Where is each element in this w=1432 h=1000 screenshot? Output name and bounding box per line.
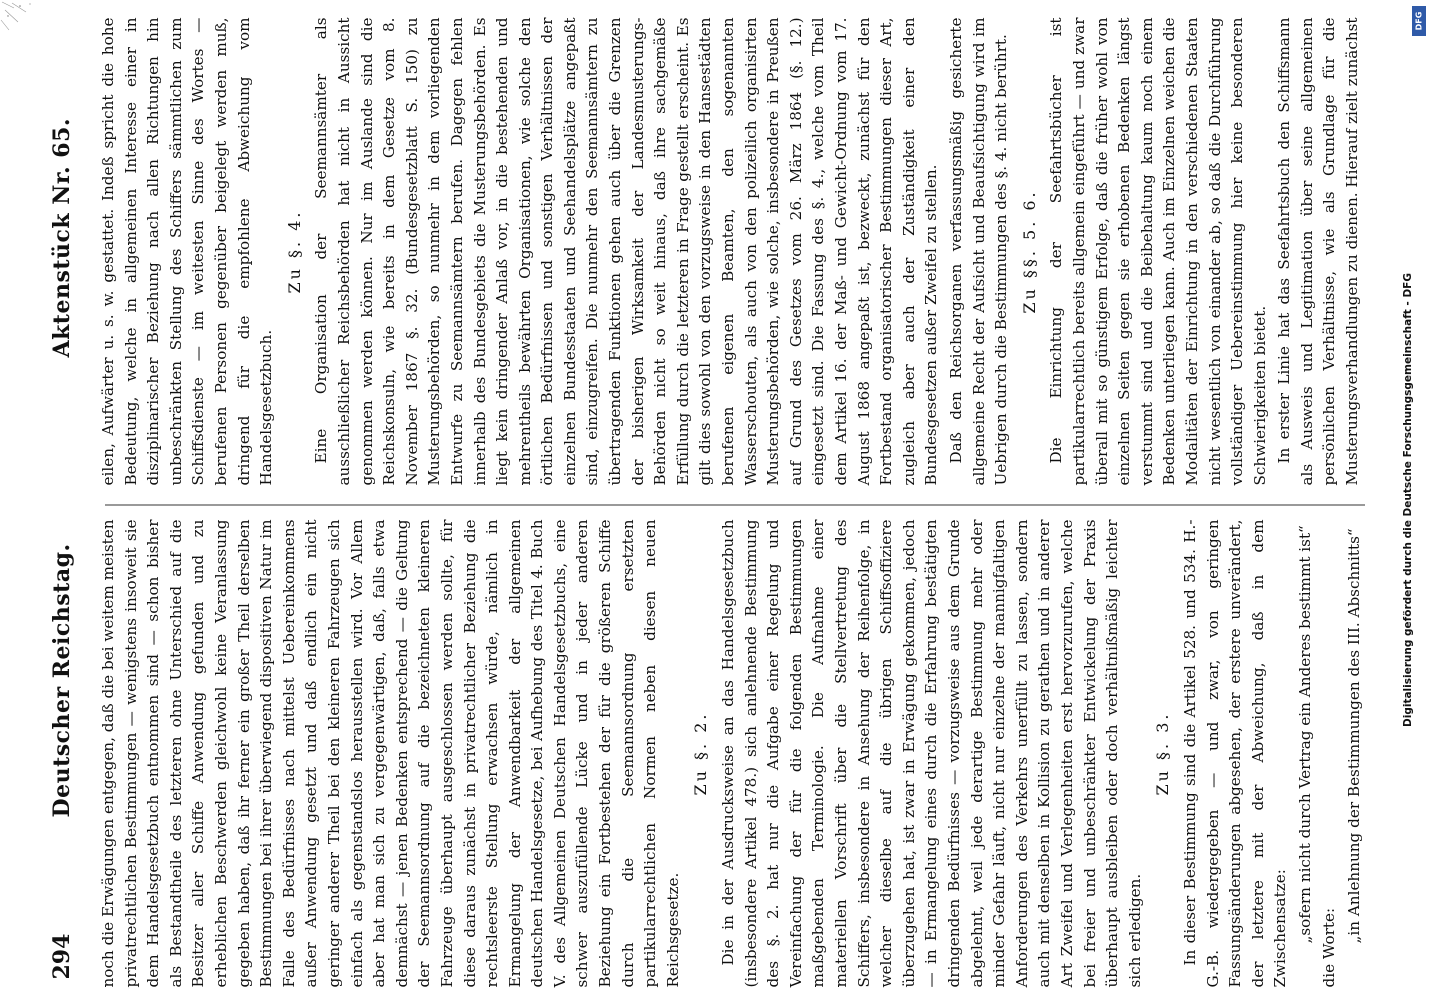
paragraph: Die Einrichtung der Seefahrtsbücher ist partikularrechtlich bereits allgemein eingeführt — und zwar überall mit so günstigem Erfolge, daß die früher wohl von einzelnen Seiten gegen sie erhobenen Bedenken längst verstummt sind und die Beibehaltung kaum noch einem Bedenken unterliegen kann. Auch im Einzelnen weichen die Modalitäten der Einrichtung in den verschiedenen Staaten nicht wesentlich von einander ab, so daß die Durchführung vollständiger Uebereinstimmung hier keine besonderen Schwierigkeiten bietet.: [1047, 17, 1269, 486]
paragraph: Daß den Reichsorganen verfassungsmäßig gesicherte allgemeine Recht der Aufsicht und Beaufsichtigung wird im Uebrigen durch die Bestimmungen des §. 4. nicht berührt.: [946, 17, 1011, 486]
document-reference: Aktenstück Nr. 65.: [49, 117, 75, 358]
dfg-logo: [1412, 6, 1426, 36]
dfg-logo-text: DFG: [1414, 11, 1424, 31]
paragraph: In erster Linie hat das Seefahrtsbuch den Schiffsmann als Ausweis und Legitimation über seine allgemeinen persönlichen Verhältnisse, wie als Grundlage für die Musterungsverhandlungen zu dienen. Hierauf zielt zunächst: [1275, 17, 1362, 486]
document-page: [45, 3, 1385, 998]
paragraph: die Worte:: [1320, 907, 1339, 988]
section-heading: Zu §. 3.: [1153, 711, 1173, 796]
running-title: Deutscher Reichstag.: [49, 543, 75, 818]
paragraph: In dieser Bestimmung sind die Artikel 528. und 534. H.-G.-B. wiedergegeben — und zwar, von geringen Fassungsänderungen abgesehen, der erstere unverändert, der letztere mit der Abweichung, daß in dem Zwischensatze:: [1180, 519, 1290, 988]
section-heading: Zu §§. 5. 6.: [1019, 189, 1039, 314]
paragraph: noch die Erwägungen entgegen, daß die bei weitem meisten privatrechtlichen Bestimmungen — wenigstens insoweit sie dem Handelsgesetzbuch entnommen sind — schon bisher als Bestandtheile des letzteren ohne Unterschied auf die Besitzer aller Schiffe Anwendung gefunden und zu erheblichen Beschwerden gleichwohl keine Veranlassung gegeben haben, daß ihr ferner ein großer Theil derselben Bestimmungen bei ihrer überwiegend dispositiven Natur im Falle des Bedürfnisses nach mittelst Uebereinkommens außer Anwendung gesetzt und daß endlich ein nicht geringer anderer Theil bei den kleineren Fahrzeugen sich einfach als gegenstandslos herausstellen wird. Vor Allem aber hat man sich zu vergegenwärtigen, daß, falls etwa demnächst — jenen Bedenken entsprechend — die Geltung der Seemannsordnung auf die bezeichneten kleineren Fahrzeuge überhaupt ausgeschlossen werden sollte, für diese daraus zunächst in privatrechtlicher Beziehung die rechtsleerste Stellung erwachsen würde, nämlich in Ermangelung der Anwendbarkeit der allgemeinen deutschen Handelsgesetze, bei Aufhebung des Titel 4. Buch V. des Allgemeinen Deutschen Handelsgesetzbuchs, eine schwer auszufüllende Lücke und in jeder anderen Beziehung ein Fortbestehen der für die größeren Schiffe durch die Seemannsordnung ersetzten partikularrechtlichen Normen neben diesen neuen Reichsgesetze.: [99, 519, 682, 988]
digitization-credit: Digitalisierung gefördert durch die Deutsche Forschungsgemeinschaft - DFG: [1402, 273, 1414, 727]
left-column: [97, 520, 1367, 988]
quoted-text: „in Anlehnung der Bestimmungen des III. Abschnitts“: [1345, 528, 1364, 944]
section-heading: Zu §. 4.: [284, 209, 304, 294]
paragraph: eilen, Aufwärter u. s. w. gestattet. Indeß spricht die hohe Bedeutung, welche in allgemeinen Interesse einer in disziplinarischer Beziehung nach allen Richtungen hin unbeschränkten Stellung des Schiffers sämmtlichen zum Schiffsdienste — im weitesten Sinne des Wortes — berufenen Personen gegenüber beigelegt werden muß, dringend für die empfohlene Abweichung vom Handelsgesetzbuch.: [99, 17, 276, 486]
right-column: [97, 18, 1367, 486]
page-number: 294: [49, 933, 75, 980]
column-divider: [105, 505, 1365, 506]
paragraph: Eine Organisation der Seemannsämter als ausschließlicher Reichsbehörden hat nicht in Aussicht genommen werden können. Nur im Auslande sind die Reichskonsuln, wie bereits in dem Gesetze vom 8. November 1867 §. 32. (Bundesgesetzblatt S. 150) zu Musterungsbehörden, so nunmehr in dem vorliegenden Entwurfe zu Seemannsämtern berufen. Dagegen fehlen innerhalb des Bundesgebiets die Musterungsbehörden. Es liegt kein dringender Anlaß vor, in die bestehenden und mehrentheils bewährten Organisationen, wie solche den örtlichen Bedürfnissen und sonstigen Verhältnissen der einzelnen Bundesstaaten und Seehandelsplätze angepaßt sind, einzugreifen. Die nunmehr den Seemannsämtern zu übertragenden Funktionen gehen auch über die Grenzen der bisherigen Wirksamkeit der Landesmusterungs-Behörden nicht so weit hinaus, daß ihre sachgemäße Erfüllung durch die letzteren in Frage gestellt erscheint. Es gilt dies sowohl von den vorzugsweise in den Hansestädten berufenen eigenen Beamten, den sogenannten Wasserschouten, als auch von den polizeilich organisirten Musterungsbehörden, wie solche, insbesondere in Preußen auf Grund des Gesetzes vom 26. März 1864 (§. 12.) eingesetzt sind. Die Fassung des §. 4., welche vom Theil dem Artikel 16. der Maß- und Gewicht-Ordnung vom 17. August 1868 angepaßt ist, bezweckt, zunächst für den Fortbestand organisatorischer Bestimmungen dieser Art, zugleich aber auch der Zuständigkeit einer den Bundesgesetzen außer Zweifel zu stellen.: [312, 17, 941, 486]
quoted-text: „sofern nicht durch Vertrag ein Anderes bestimmt ist“: [1295, 525, 1314, 944]
paragraph: Die in der Ausdrucksweise an das Handelsgesetzbuch (insbesondere Artikel 478.) sich anlehnende Bestimmung des §. 2. hat nur die Aufgabe einer Regelung und Vereinfachung der für die folgenden Bestimmungen maßgebenden Terminologie. Die Aufnahme einer materiellen Vorschrift über die Stellvertretung des Schiffers, insbesondere in Ansehung der Reihenfolge, in welcher dieselbe auf die übrigen Schiffsoffiziere überzugehen hat, ist zwar in Erwägung gekommen, jedoch — in Ermangelung eines durch die Erfahrung bestätigten dringenden Bedürfnisses — vorzugsweise aus dem Grunde abgelehnt, weil jede derartige Bestimmung mehr oder minder Gefahr läuft, nicht nur einzelne der mannigfaltigen Anforderungen des Verkehrs unerfüllt zu lassen, sondern auch mit denselben in Kollision zu gerathen und in anderer Art Zweifel und Verlegenheiten erst hervorzurufen, welche bei freier und unbeschränkter Entwickelung der Praxis überhaupt ausbleiben oder doch verhältnißmäßig leichter sich erledigen.: [719, 519, 1144, 988]
section-heading: Zu §. 2.: [691, 711, 711, 796]
page-header: [45, 3, 85, 998]
